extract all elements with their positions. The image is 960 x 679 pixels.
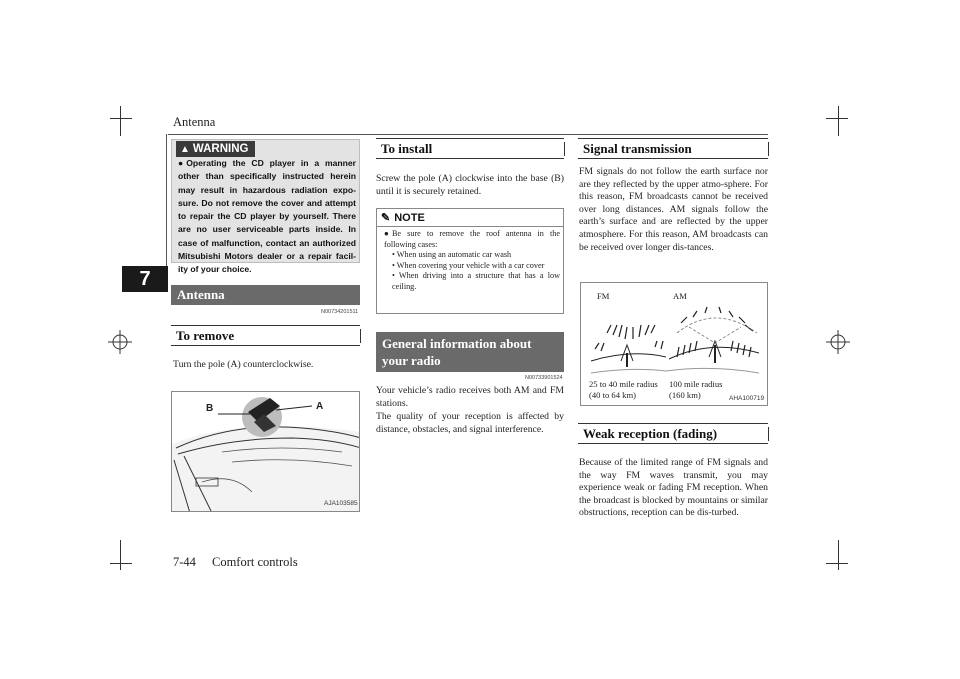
chapter-tab: 7 — [122, 266, 168, 292]
subhead-to-install: To install — [376, 138, 564, 159]
section-code: N00734201511 — [321, 309, 359, 315]
header-rule — [168, 134, 768, 135]
body-text: Your vehicle’s radio receives both AM and FM stations. — [376, 385, 564, 409]
crop-mark — [826, 563, 848, 564]
body-text: Screw the pole (A) clockwise into the base (B) until it is securely retained. — [376, 173, 564, 197]
crop-mark — [120, 106, 121, 136]
crop-mark — [838, 540, 839, 570]
body-text: Because of the limited range of FM signals and the way FM waves transmit, you may experience weak or fading FM reception. When the broadcast is blocked by mountains or similar obstructions, reception can be dis-turbed. — [579, 457, 768, 519]
crop-mark — [110, 118, 132, 119]
note-box — [376, 208, 564, 314]
note-label: NOTE — [394, 211, 425, 224]
subhead-to-remove: To remove — [171, 325, 360, 346]
body-text: FM signals do not follow the earth surface nor are they reflected by the upper atmo-sphere. For this reason, FM broadcasts cannot be received over long distances. AM signals follow the earth’s surface and are reflected by the upper atmosphere. For this reason, AM broadcasts can be received over longer dis-tances. — [579, 166, 768, 253]
figure-label-a: A — [316, 401, 324, 412]
section-title-antenna: Antenna — [171, 285, 360, 305]
antenna-removal-figure — [171, 391, 360, 512]
note-item: • When covering your vehicle with a car cover — [392, 260, 545, 270]
note-badge — [378, 210, 425, 225]
figure-label-b: B — [206, 403, 214, 414]
crop-mark — [110, 563, 132, 564]
fm-range-label: 25 to 40 mile radius (40 to 64 km) — [589, 379, 658, 400]
signal-range-figure — [580, 282, 768, 406]
crop-mark — [838, 106, 839, 136]
page-number: 7-44 — [173, 555, 196, 569]
section-title-line: your radio — [382, 353, 441, 368]
note-item: • When using an automatic car wash — [392, 250, 512, 260]
am-range-label: 100 mile radius (160 km) — [669, 379, 723, 400]
crop-mark — [120, 540, 121, 570]
note-item: • When driving into a structure that has a low ceiling. — [392, 271, 560, 291]
bullet-icon: ● — [384, 229, 389, 238]
bullet-icon: ● — [178, 158, 184, 168]
note-text: ● Be sure to remove the roof antenna in the following cases: • When using an automatic car wash • When covering your vehicle with a car cover • When driving into a structure that has a low ceiling. — [384, 229, 560, 291]
subhead-weak-reception: Weak reception (fading) — [578, 423, 768, 444]
chapter-rule — [166, 134, 167, 266]
body-text: Turn the pole (A) counterclockwise. — [173, 359, 314, 370]
section-title-general-info — [376, 332, 564, 372]
crop-mark — [826, 118, 848, 119]
section-title-line: General information about — [382, 336, 532, 351]
figure-label-fm: FM — [597, 291, 610, 301]
warning-triangle-icon: ▲ — [180, 143, 190, 155]
warning-badge — [176, 141, 255, 157]
figure-label-am: AM — [673, 291, 687, 301]
warning-label: WARNING — [192, 143, 249, 155]
registration-mark — [108, 330, 132, 354]
section-code: N00733901524 — [525, 375, 563, 381]
figure-code: AHA100719 — [729, 395, 765, 402]
footer-section: Comfort controls — [212, 555, 298, 569]
figure-code: AJA103585 — [324, 500, 358, 507]
note-divider — [377, 226, 563, 227]
warning-box — [171, 139, 360, 275]
note-icon: ✎ — [381, 212, 391, 224]
registration-mark — [826, 330, 850, 354]
warning-text: ● Operating the CD player in a manner other than specifically instructed herein may result in hazardous radiation expo-sure. Do not remove the cover and attempt to repair the CD player by yourself. There are no user serviceable parts inside. In case of malfunction, contact an authorized Mitsubishi Motors dealer or a repair facil-ity of your choice. — [178, 158, 356, 275]
subhead-signal-transmission: Signal transmission — [578, 138, 768, 159]
body-text: The quality of your reception is affected by distance, obstacles, and signal interference. — [376, 411, 564, 435]
running-header-title: Antenna — [173, 115, 216, 129]
car-rear-illustration — [172, 392, 360, 512]
